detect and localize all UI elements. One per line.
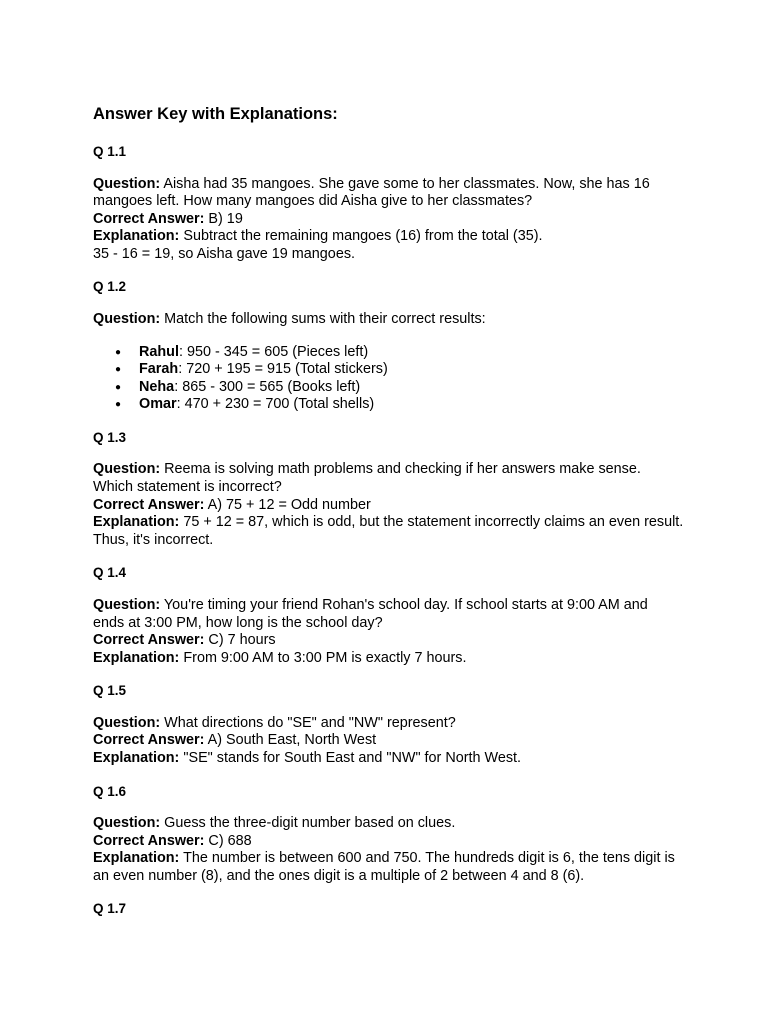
- explanation-text: From 9:00 AM to 3:00 PM is exactly 7 hours.: [183, 649, 467, 666]
- explanation-text: 35 - 16 = 19, so Aisha gave 19 mangoes.: [93, 245, 356, 262]
- answer-label: Correct Answer:: [93, 210, 205, 227]
- list-item: [139, 379, 693, 397]
- question-line: [93, 815, 693, 833]
- question-text: Match the following sums with their correct results:: [164, 310, 486, 327]
- explanation-text: Thus, it's incorrect.: [93, 531, 214, 548]
- answer-text: A) 75 + 12 = Odd number: [207, 496, 371, 513]
- list-item-text: : 950 - 345 = 605 (Pieces left): [178, 343, 369, 360]
- question-text: Aisha had 35 mangoes. She gave some to her classmates. Now, she has 16: [163, 175, 650, 192]
- answer-line: [93, 497, 693, 515]
- list-item-name: Omar: [139, 396, 177, 413]
- answer-line: [93, 211, 693, 229]
- question-text: mangoes left. How many mangoes did Aisha give to her classmates?: [93, 193, 533, 210]
- question-block: [93, 461, 693, 549]
- question-number: Q 1.1: [93, 144, 127, 159]
- answer-text: C) 688: [208, 832, 252, 849]
- list-item: [139, 344, 693, 362]
- answer-label: Correct Answer:: [93, 832, 205, 849]
- question-label: Question:: [93, 714, 161, 731]
- question-block: [93, 815, 693, 885]
- explanation-label: Explanation:: [93, 749, 180, 766]
- question-number: Q 1.4: [93, 565, 127, 581]
- question-text: You're timing your friend Rohan's school day. If school starts at 9:00 AM and: [163, 596, 648, 613]
- question-text: ends at 3:00 PM, how long is the school day?: [93, 614, 383, 631]
- answer-text: A) South East, North West: [207, 732, 377, 749]
- question-number: Q 1.6: [93, 783, 127, 799]
- question-block: [93, 311, 693, 329]
- question-line: [93, 461, 693, 479]
- question-text: Guess the three-digit number based on clues.: [164, 815, 456, 832]
- question-text: What directions do "SE" and "NW" represent?: [164, 714, 456, 731]
- question-label: Question:: [93, 461, 161, 478]
- question-line: [93, 597, 693, 615]
- answer-label: Correct Answer:: [93, 632, 205, 649]
- answer-label: Correct Answer:: [93, 496, 205, 513]
- question-number: Q 1.5: [93, 683, 127, 699]
- list-item-name: Farah: [139, 361, 179, 378]
- question-label: Question:: [93, 596, 161, 613]
- question-text: Reema is solving math problems and checking if her answers make sense.: [164, 461, 641, 478]
- answer-line: [93, 632, 693, 650]
- explanation-label: Explanation:: [93, 514, 180, 531]
- list-item-name: Rahul: [139, 343, 179, 360]
- explanation-text: The number is between 600 and 750. The hundreds digit is 6, the tens digit is: [183, 850, 675, 867]
- explanation-text: 75 + 12 = 87, which is odd, but the statement incorrectly claims an even result.: [183, 514, 684, 531]
- explanation-line: [93, 514, 693, 532]
- explanation-line: [93, 650, 693, 668]
- explanation-line: [93, 750, 693, 768]
- question-block: [93, 176, 693, 264]
- explanation-text: an even number (8), and the ones digit is a multiple of 2 between 4 and 8 (6).: [93, 867, 585, 884]
- question-line: [93, 311, 693, 329]
- list-item-name: Neha: [139, 378, 175, 395]
- explanation-line: [93, 850, 693, 868]
- question-label: Question:: [93, 310, 161, 327]
- explanation-text: Subtract the remaining mangoes (16) from the total (35).: [183, 228, 543, 245]
- explanation-text: "SE" stands for South East and "NW" for North West.: [183, 749, 522, 766]
- answer-line: [93, 833, 693, 851]
- explanation-label: Explanation:: [93, 850, 180, 867]
- list-item-text: : 720 + 195 = 915 (Total stickers): [178, 361, 388, 378]
- page-title: Answer Key with Explanations:: [93, 105, 338, 123]
- match-list: [93, 344, 693, 414]
- explanation-line: [93, 228, 693, 246]
- answer-text: B) 19: [208, 210, 243, 227]
- question-number: Q 1.7: [93, 901, 127, 917]
- list-item-text: : 865 - 300 = 565 (Books left): [174, 378, 361, 395]
- question-label: Question:: [93, 815, 161, 832]
- question-text: Which statement is incorrect?: [93, 479, 282, 496]
- explanation-label: Explanation:: [93, 228, 180, 245]
- question-block: [93, 715, 693, 768]
- question-label: Question:: [93, 175, 161, 192]
- list-item-text: : 470 + 230 = 700 (Total shells): [176, 396, 375, 413]
- question-block: [93, 597, 693, 667]
- list-item: [139, 396, 693, 414]
- answer-text: C) 7 hours: [208, 632, 276, 649]
- question-line: [93, 176, 693, 194]
- question-number: Q 1.3: [93, 429, 127, 445]
- question-line: [93, 715, 693, 733]
- document-content: [93, 103, 693, 933]
- list-item: [139, 361, 693, 379]
- explanation-label: Explanation:: [93, 649, 180, 666]
- answer-label: Correct Answer:: [93, 732, 205, 749]
- answer-line: [93, 732, 693, 750]
- question-number: Q 1.2: [93, 279, 127, 295]
